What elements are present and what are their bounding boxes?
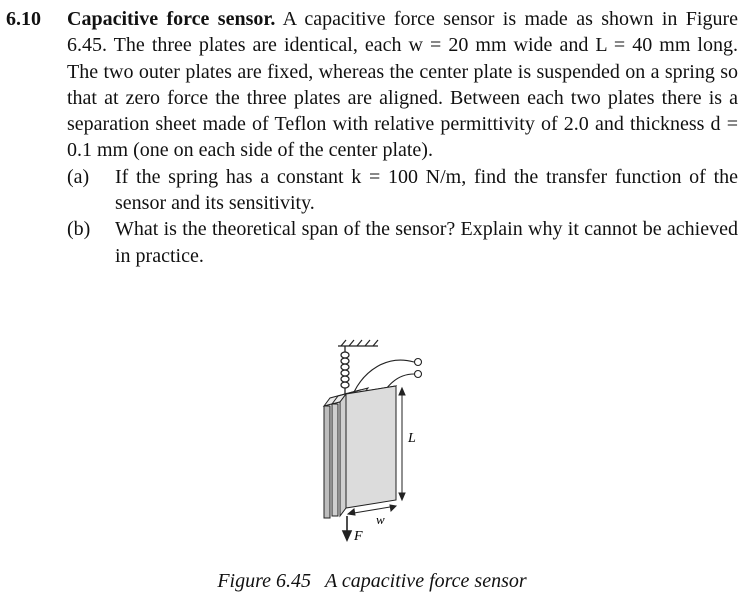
part-a-text: If the spring has a constant k = 100 N/m, find the transfer function of the sensor and its sensitivity. — [115, 165, 738, 215]
length-dimension — [399, 388, 405, 500]
force-arrow — [343, 516, 351, 540]
figure-caption — [0, 569, 744, 593]
width-label: w — [376, 512, 385, 527]
problem — [6, 6, 738, 269]
part-b-text: What is the theoretical span of the sensor? Explain why it cannot be achieved in practice. — [115, 218, 738, 267]
sensor-drawing — [306, 332, 436, 552]
part-a — [67, 164, 738, 217]
length-label: L — [408, 431, 416, 446]
spring — [341, 346, 349, 396]
front-plate — [340, 386, 396, 516]
problem-statement — [67, 6, 738, 164]
problem-number: 6.10 — [6, 8, 41, 30]
part-b — [67, 216, 738, 269]
part-a-label: (a) — [67, 165, 90, 188]
problem-title: Capacitive force sensor. — [67, 8, 276, 30]
caption-text: A capacitive force sensor — [325, 570, 527, 592]
sensor-figure — [306, 332, 436, 552]
problem-text: A capacitive force sensor is made as shown in Figure 6.45. The three plates are identical, each w = 20 mm wide and L = 40 mm long. The two outer plates are fixed, whereas the center plate is suspended on a spring so that at zero force the three plates are aligned. Between each two plates there is a separation sheet made of Teflon with relative permittivity of 2.0 and thickness d = 0.1 mm (one on each side of the center plate). — [67, 8, 739, 162]
caption-number: Figure 6.45 — [217, 570, 312, 592]
ceiling-mount — [338, 340, 378, 346]
problem-parts — [67, 164, 738, 269]
force-label: F — [354, 529, 363, 544]
part-b-label: (b) — [67, 218, 91, 241]
